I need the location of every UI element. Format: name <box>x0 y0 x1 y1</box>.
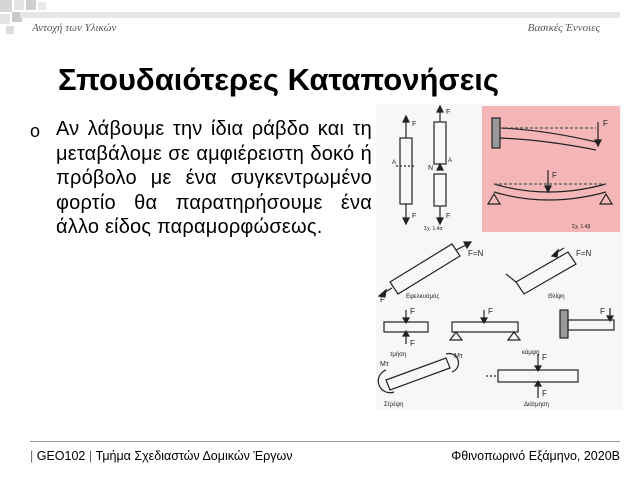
label-f-1: F <box>412 121 417 128</box>
caption-shear: τμήση <box>390 352 407 358</box>
label-fn-2: F=N <box>576 249 592 258</box>
label-f-5: F <box>603 119 608 128</box>
top-bar <box>20 12 620 18</box>
label-f-11: F <box>600 307 605 316</box>
header-left: Αντοχή των Υλικών <box>32 22 117 34</box>
label-f-6: F <box>552 171 557 180</box>
footer-course: GEO102 <box>36 449 86 463</box>
caption-bending: κάμψη <box>522 350 540 356</box>
slide-title: Σπουδαιότερες Καταπονήσεις <box>58 62 500 97</box>
fig-caption-1a: Σχ. 1.4α <box>424 226 443 232</box>
label-mt-2: Mτ <box>454 353 463 360</box>
footer-semester: Φθινοπωρινό Εξάμηνο, 2020Β <box>451 449 620 463</box>
bending-panel <box>482 106 620 232</box>
footer-divider <box>30 441 620 442</box>
caption-compression: Θλίψη <box>548 294 565 300</box>
fig-caption-1b: Σχ. 1.4β <box>572 224 591 230</box>
label-f-7: F <box>380 295 385 304</box>
label-f-12: F <box>542 353 547 362</box>
label-f-9: F <box>410 339 415 348</box>
label-f-2: F <box>446 109 451 116</box>
stress-types-figure <box>376 104 622 410</box>
label-fn-1: F=N <box>468 249 484 258</box>
label-f-13: F <box>542 389 547 398</box>
footer-separator-2: | <box>88 449 93 463</box>
label-mt-1: Mτ <box>380 361 389 368</box>
label-f-4: F <box>446 213 451 220</box>
label-f-8: F <box>410 307 415 316</box>
header-right: Βασικές Έννοιες <box>527 22 600 34</box>
label-f-10: F <box>488 307 493 316</box>
label-n: N <box>428 165 434 172</box>
caption-torsion: Στρέψη <box>384 402 404 408</box>
corner-decoration <box>0 0 60 40</box>
label-f-3: F <box>412 213 417 220</box>
footer-separator-1: | <box>30 449 34 463</box>
bullet-text: Αν λάβουμε την ίδια ράβδο και τη μεταβάλομε σε αμφιέρειστη δοκό ή πρόβολο με ένα συγκεντρωμένο φορτίο θα παρατηρήσουμε ένα άλλο είδος παραμορφώσεως. <box>56 118 372 238</box>
footer-left <box>30 449 293 463</box>
label-a-1: A <box>392 160 397 166</box>
caption-tension: Εφελκυσμός <box>406 294 440 300</box>
bullet-marker: o <box>30 121 41 141</box>
footer-department: Τμήμα Σχεδιαστών Δομικών Έργων <box>95 449 293 463</box>
caption-diatmisi: Διάτμηση <box>524 402 550 408</box>
label-a-2: A <box>448 158 453 164</box>
